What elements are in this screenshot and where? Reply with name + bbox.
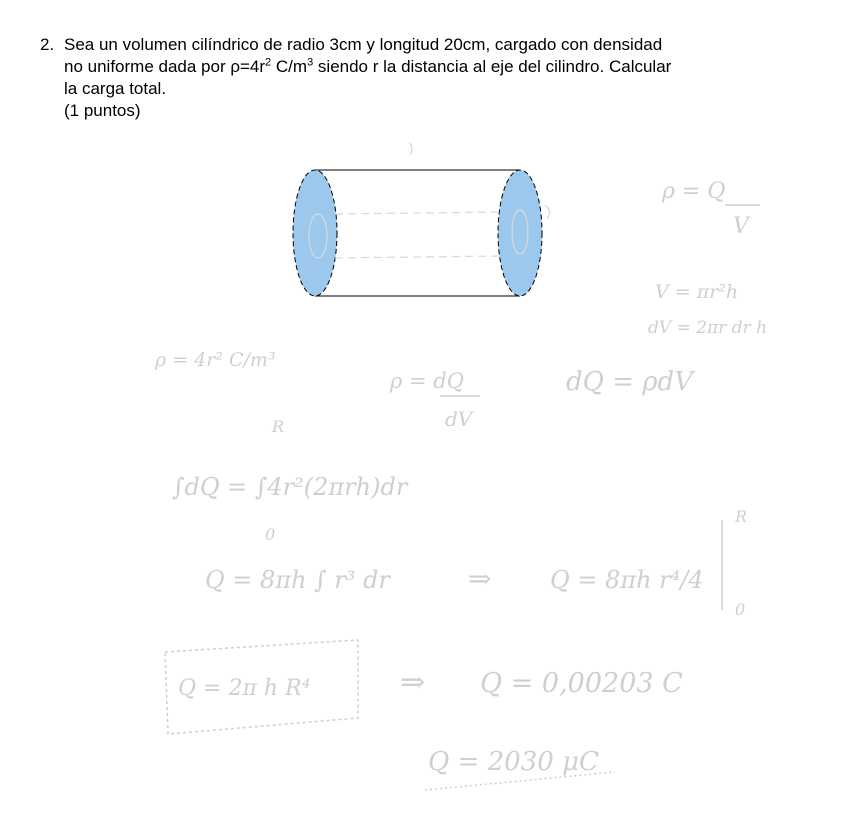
hw-eval-lower-limit: 0 [735,600,746,619]
problem-line-1: Sea un volumen cilíndrico de radio 3cm y longitud 20cm, cargado con densidad [64,35,663,54]
hw-rho-definition-denominator: V [733,214,749,239]
problem-number: 2. [40,35,55,54]
hw-rho-differential-denominator: dV [445,407,473,431]
hw-implies-symbol: ⇒ [468,562,492,595]
hw-density-given: ρ = 4r² C/m³ [155,349,276,371]
problem-line-2-pre: no uniforme dada por ρ=4r [64,57,266,76]
exponent-2: 2 [265,56,272,69]
hw-arrow: ⇒ [400,665,426,700]
hw-integral-lower-limit: 0 [265,525,276,544]
hw-q-integral: Q = 8πh ∫ r³ dr [205,566,390,594]
hw-rho-differential: ρ = dQ [390,369,464,393]
hw-eval-upper-limit: R [735,507,748,526]
hw-rho-definition: ρ = Q [662,179,726,204]
hw-integral-setup: ∫dQ = ∫4r²(2πrh)dr [172,473,408,501]
problem-line-2-post: siendo r la distancia al eje del cilindro. Calcular [313,57,672,76]
problem-line-2-mid: C/m [271,57,308,76]
hw-volume: V = πr²h [655,281,739,303]
hw-integral-upper-limit: R [272,417,285,436]
hw-dvolume: dV = 2πr dr h [648,318,768,338]
exponent-3: 3 [307,56,314,69]
hw-q-final: Q = 2030 μC [428,747,599,777]
hw-boxed-result: Q = 2π h R⁴ [178,676,311,701]
hw-q-numeric: Q = 0,00203 C [480,668,683,699]
hw-q-evaluated: Q = 8πh r⁴/4 [550,566,704,594]
hw-dq: dQ = ρdV [566,367,693,397]
problem-line-4: (1 puntos) [64,101,141,120]
problem-line-3: la carga total. [64,79,167,98]
